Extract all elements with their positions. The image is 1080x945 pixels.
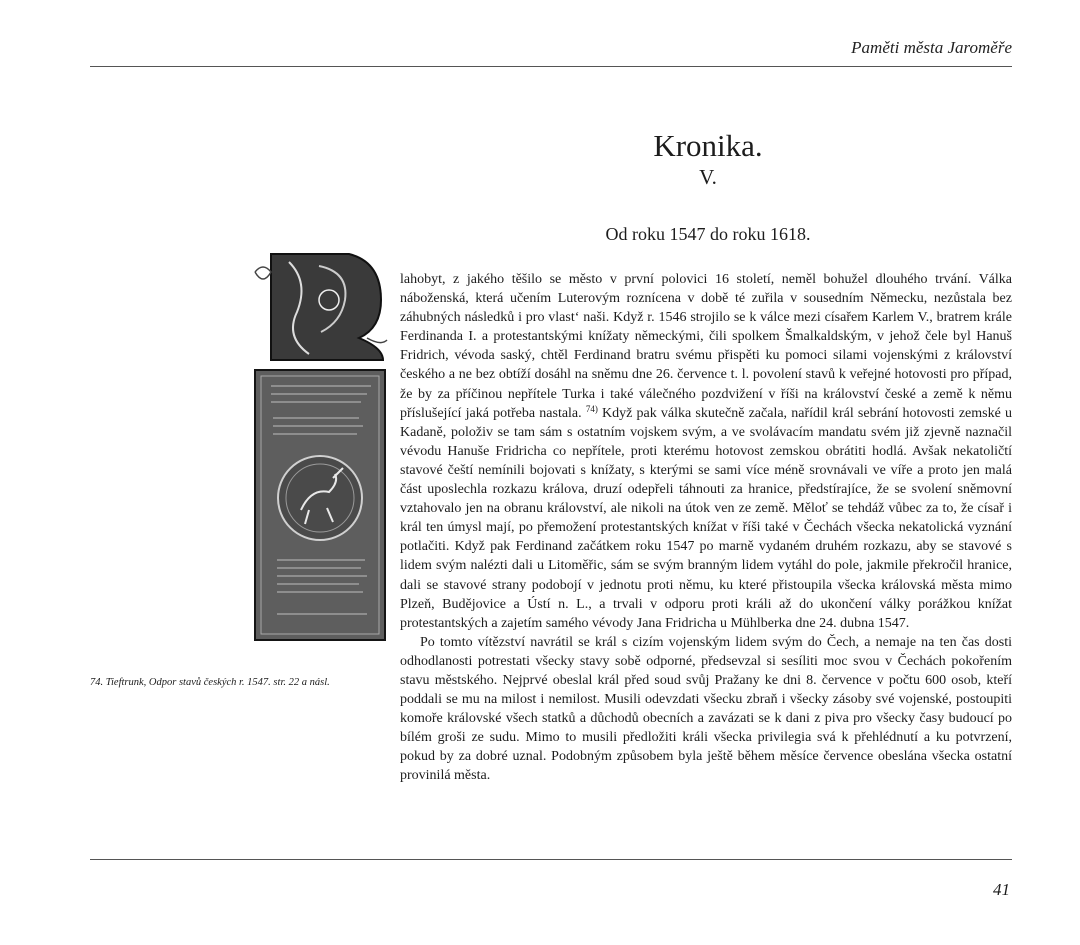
chapter-title: Kronika. (653, 128, 763, 163)
paragraph-text: Když pak válka skutečně začala, nařídil král sebrání hotovosti zemské u Kadaně, položiv se tam sám s ostatním vojskem svým, a ve svolávacím mandatu svém již zjevně naznačil vévodu Hanuše Fridricha co nepřítele, proti kterému hotovost zemskou obrátiti hodlá. Avšak nekatoličtí stavové čeští nemínili bojovati s knížaty, s kterými se sami více méně srovnávali ve víře a proto jen malá část uposlechla rozkazu králova, druzí odepřeli táhnouti za hranice, předstírajíce, že se svolení sněmovní vztahovalo jen na obranu království, ale nikoli na útok ven ze země. Měloť se tehdáž vůbec za to, že císař i král ten úmysl mají, po přemožení protestantských knížat v říši také v Čechách všecka nekatolická vyznání potlačiti. Když pak Ferdinand začátkem roku 1547 po marně vydaném druhém rozkazu, aby se stavové s lidem svým nalézti dali u Litoměřic, sám se svým branným lidem vytáhl do pole, jakmile překročil hranice, dali se stavové strany podobojí v jednotu proti němu, ku které přistoupila všecka královská města mimo Plzeň, Budějovice a Ústí n. L., a trvali v odporu proti králi až do ukončení války porážkou knížat protestantských a zajetím samého vévody Jana Fridricha u Mühlberka dne 24. dubna 1547. (400, 405, 1012, 631)
page-number: 41 (993, 880, 1010, 899)
header-rule (90, 66, 1012, 67)
running-title: Paměti města Jaroměře (851, 38, 1012, 57)
paragraph (400, 270, 1012, 633)
paragraph-text: lahobyt, z jakého těšilo se město v první polovici 16 století, neměl bohužel dlouhého trvání. Válka náboženská, která učením Luterovým roznícena v době té zuřila v sousedním Německu, nezůstala bez záhubných následků i pro vlast‘ naši. Když r. 1546 strojilo se k válce mezi císařem Karlem V., bratrem krále Ferdinanda I. a protestantskými knížaty německými, čili spolkem Šmalkaldským, v jehož čele byl Hanuš Fridrich, vévoda saský, chtěl Ferdinand bratru svému přispěti ku pomoci silami vojenskými z království českého a ne bez obtíží dosáhl na sněmu dne 26. července t. l. povolení stavů k veřejné hotovosti pro případ, že by za příčinou nepřítele Turka i také válečného pozdvižení v říši na království české a země k němu příslušející jaká potřeba nastala. (400, 272, 1012, 421)
illuminated-initial-illustration (249, 242, 389, 642)
paragraph: Po tomto vítězství navrátil se král s cizím vojenským lidem svým do Čech, a nemaje na ten čas dosti odhodlanosti potrestati všecky stavy sobě odporné, předsevzal si sesíliti moc svou v Čechách pokořením stavu městského. Nejprvé obeslal král před soud svůj Pražany ke dni 8. července v počtu 600 osob, kteří poddali se mu na milost i nemilost. Musili odevzdati všecku zbraň i všecky zásoby své vojenské, postoupiti komoře královské všech statků a důchodů obecních a zavázati se k dani z piva pro všecky časy budoucí po bílém groši ze sudu. Mimo to musili předložiti králi všecka privilegia svá k přehlédnutí a ku potvrzení, pokud by za dobré uznal. Podobným způsobem byla ještě během měsíce července obeslána všecka ostatní provinilá města. (400, 634, 1012, 784)
chapter-period: Od roku 1547 do roku 1618. (605, 224, 811, 244)
footer-rule (90, 859, 1012, 860)
body-text (400, 270, 1012, 786)
footnote-reference: 74) (585, 403, 598, 414)
figure-caption-footnote: 74. Tieftrunk, Odpor stavů českých r. 1547. str. 22 a násl. (90, 677, 330, 688)
chapter-number: V. (699, 165, 717, 189)
